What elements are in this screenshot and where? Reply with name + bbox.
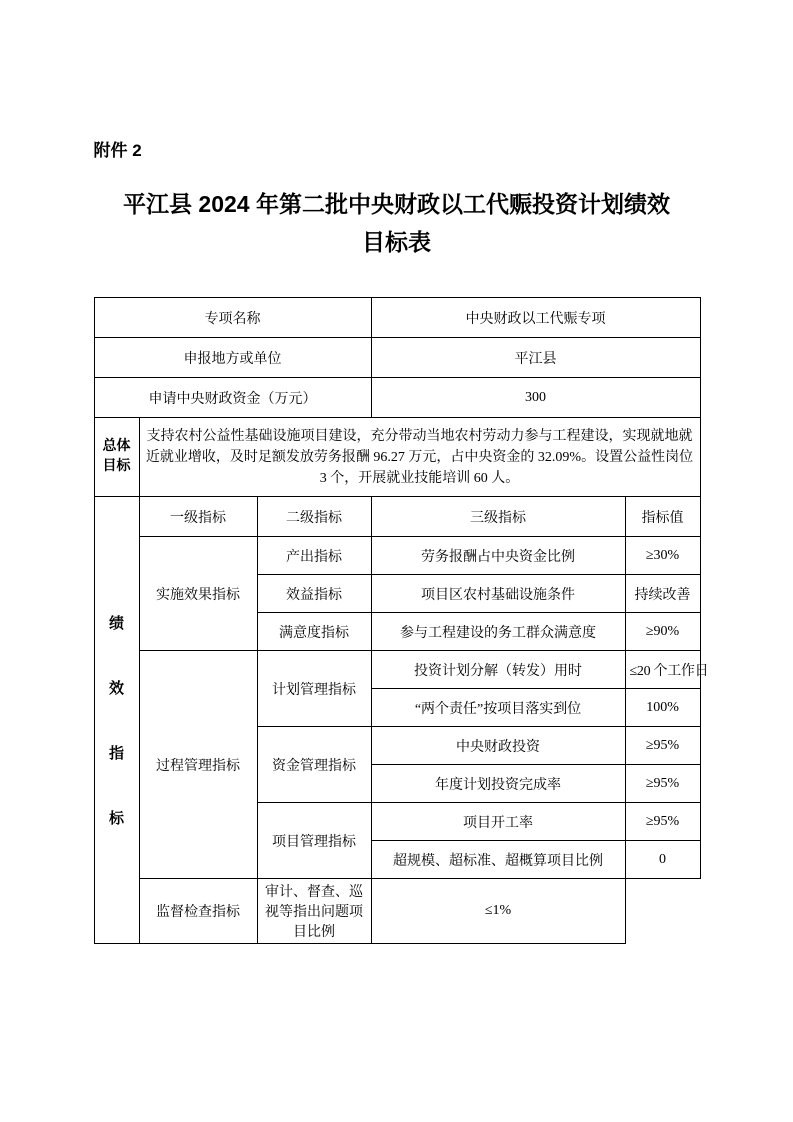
indicator-value: 0 [625, 841, 700, 879]
level2-satisfaction-indicator: 满意度指标 [257, 613, 371, 651]
level3-indicator: 年度计划投资完成率 [371, 765, 625, 803]
level2-fund-indicator: 资金管理指标 [257, 727, 371, 803]
level2-project-indicator: 项目管理指标 [257, 803, 371, 879]
table-row-project-name [94, 298, 700, 338]
overall-goal-text: 支持农村公益性基础设施项目建设，充分带动当地农村劳动力参与工程建设，实现就地就近就业增收，及时足额发放劳务报酬 96.27 万元，占中央资金的 32.09%。设置公益性岗位 3 个，开展就业技能培训 60 人。 [139, 418, 700, 497]
level3-indicator: 项目开工率 [371, 803, 625, 841]
header-level3: 三级指标 [371, 497, 625, 537]
table-row-overall-goal [94, 418, 700, 497]
project-name-value: 中央财政以工代赈专项 [371, 298, 700, 338]
level2-benefit-indicator: 效益指标 [257, 575, 371, 613]
funds-value: 300 [371, 378, 700, 418]
indicator-value: ≥95% [625, 765, 700, 803]
attachment-label: 附件 2 [93, 141, 142, 160]
table-row-applicant [94, 338, 700, 378]
overall-goal-label-line2: 目标 [102, 459, 131, 474]
document-title [94, 185, 700, 261]
level3-indicator: 投资计划分解（转发）用时 [371, 651, 625, 689]
indicator-value: ≥95% [625, 803, 700, 841]
indicator-value: ≥30% [625, 537, 700, 575]
indicator-row-output [94, 537, 700, 575]
indicator-row-supervision [94, 879, 700, 944]
level3-indicator: 审计、督查、巡视等指出问题项目比例 [257, 879, 371, 944]
document-title-line2: 目标表 [362, 229, 431, 255]
indicator-value: ≥95% [625, 727, 700, 765]
indicator-value: ≤20 个工作日 [625, 651, 700, 689]
level2-output-indicator: 产出指标 [257, 537, 371, 575]
performance-indicator-section-label [94, 497, 139, 944]
level3-indicator: 项目区农村基础设施条件 [371, 575, 625, 613]
level3-indicator: 参与工程建设的务工群众满意度 [371, 613, 625, 651]
header-level1: 一级指标 [139, 497, 257, 537]
side-label-char-2: 效 [108, 681, 124, 697]
level3-indicator: 中央财政投资 [371, 727, 625, 765]
document-content [93, 0, 709, 944]
applicant-value: 平江县 [371, 338, 700, 378]
indicator-value: ≥90% [625, 613, 700, 651]
level3-indicator: 劳务报酬占中央资金比例 [371, 537, 625, 575]
level2-plan-indicator: 计划管理指标 [257, 651, 371, 727]
level3-indicator: “两个责任”按项目落实到位 [371, 689, 625, 727]
side-label-chars [99, 499, 135, 941]
overall-goal-label-line1: 总体 [102, 439, 131, 454]
funds-label: 申请中央财政资金（万元） [94, 378, 371, 418]
level2-supervision-indicator: 监督检查指标 [139, 879, 257, 944]
project-name-label: 专项名称 [94, 298, 371, 338]
side-label-char-1: 绩 [108, 616, 124, 632]
level1-effect-indicators: 实施效果指标 [139, 537, 257, 651]
applicant-label: 申报地方或单位 [94, 338, 371, 378]
indicator-row-plan-1 [94, 651, 700, 689]
overall-goal-label [94, 418, 139, 497]
indicator-value: ≤1% [371, 879, 625, 944]
indicator-value: 持续改善 [625, 575, 700, 613]
level1-process-indicators: 过程管理指标 [139, 651, 257, 879]
level3-indicator: 超规模、超标准、超概算项目比例 [371, 841, 625, 879]
performance-target-table [94, 297, 709, 944]
header-level2: 二级指标 [257, 497, 371, 537]
side-label-char-4: 标 [108, 811, 124, 827]
document-title-line1: 平江县 2024 年第二批中央财政以工代赈投资计划绩效 [123, 191, 670, 217]
indicator-header-row [94, 497, 700, 537]
table-row-funds [94, 378, 700, 418]
side-label-char-3: 指 [108, 746, 124, 762]
header-value: 指标值 [625, 497, 700, 537]
indicator-value: 100% [625, 689, 700, 727]
